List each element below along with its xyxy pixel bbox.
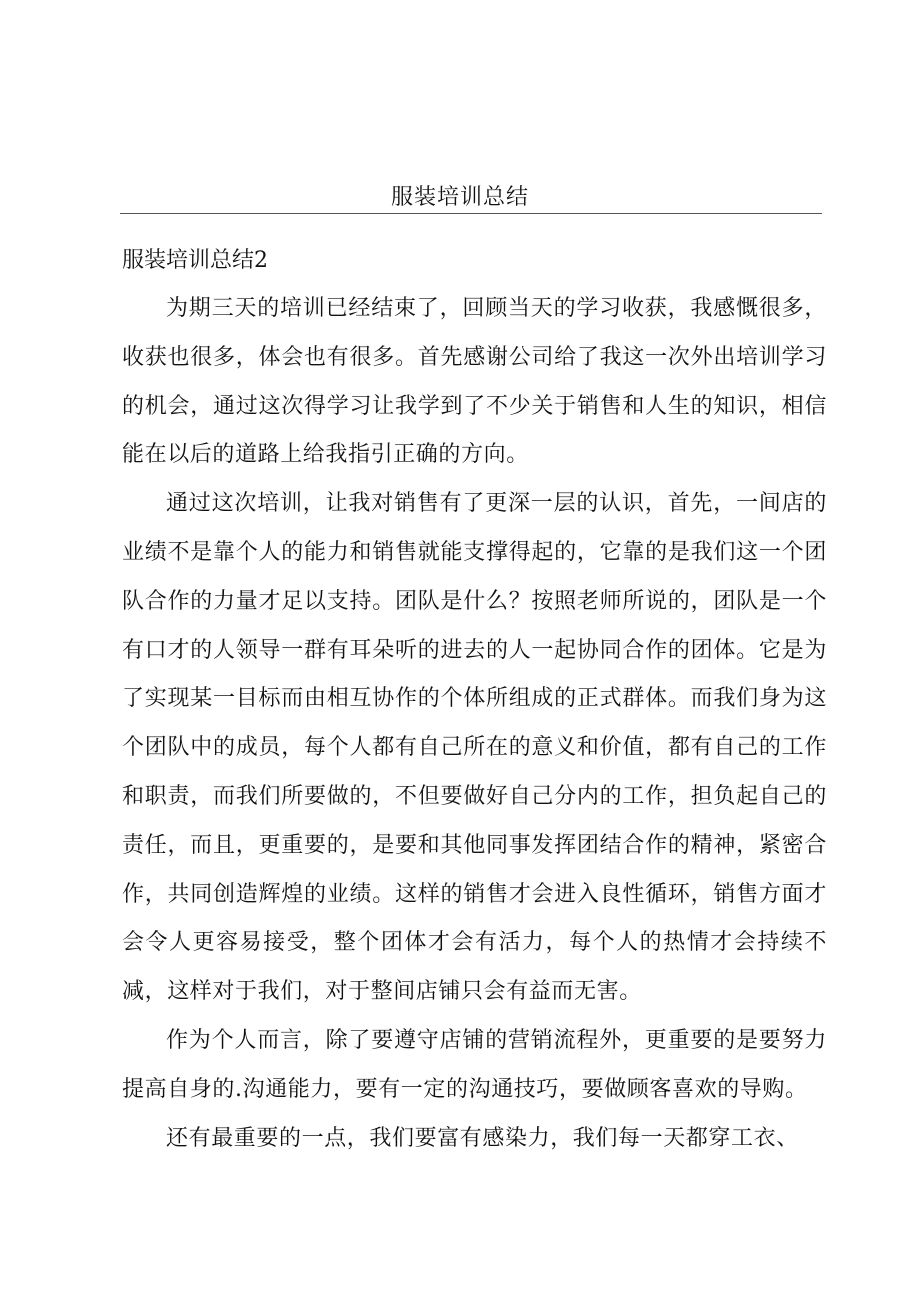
paragraph-2: 通过这次培训，让我对销售有了更深一层的认识，首先，一间店的业绩不是靠个人的能力和销售就能支撑得起的，它靠的是我们这一个团队合作的力量才足以支持。团队是什么？按照老师所说的，团队是一个有口才的人领导一群有耳朵听的进去的人一起协同合作的团体。它是为了实现某一目标而由相互协作的个体所组成的正式群体。而我们身为这个团队中的成员，每个人都有自己所在的意义和价值，都有自己的工作和职责，而我们所要做的，不但要做好自己分内的工作，担负起自己的责任，而且，更重要的，是要和其他同事发挥团结合作的精神，紧密合作，共同创造辉煌的业绩。这样的销售才会进入良性循环，销售方面才会令人更容易接受，整个团体才会有活力，每个人的热情才会持续不减，这样对于我们，对于整间店铺只会有益而无害。 (122, 491, 827, 1005)
section-heading: 服装培训总结2 (122, 248, 268, 273)
paragraph-1: 为期三天的培训已经结束了，回顾当天的学习收获，我感慨很多，收获也很多，体会也有很多。首先感谢公司给了我这一次外出培训学习的机会，通过这次得学习让我学到了不少关于销售和人生的知识，相信能在以后的道路上给我指引正确的方向。 (122, 296, 827, 468)
title-divider (120, 213, 822, 214)
body-text (122, 285, 827, 1163)
paragraph-4: 还有最重要的一点，我们要富有感染力，我们每一天都穿工衣、 (166, 1125, 799, 1151)
document-title: 服装培训总结 (390, 185, 529, 210)
paragraph-3: 作为个人而言，除了要遵守店铺的营销流程外，更重要的是要努力提高自身的.沟通能力，要有一定的沟通技巧，要做顾客喜欢的导购。 (122, 1027, 827, 1102)
